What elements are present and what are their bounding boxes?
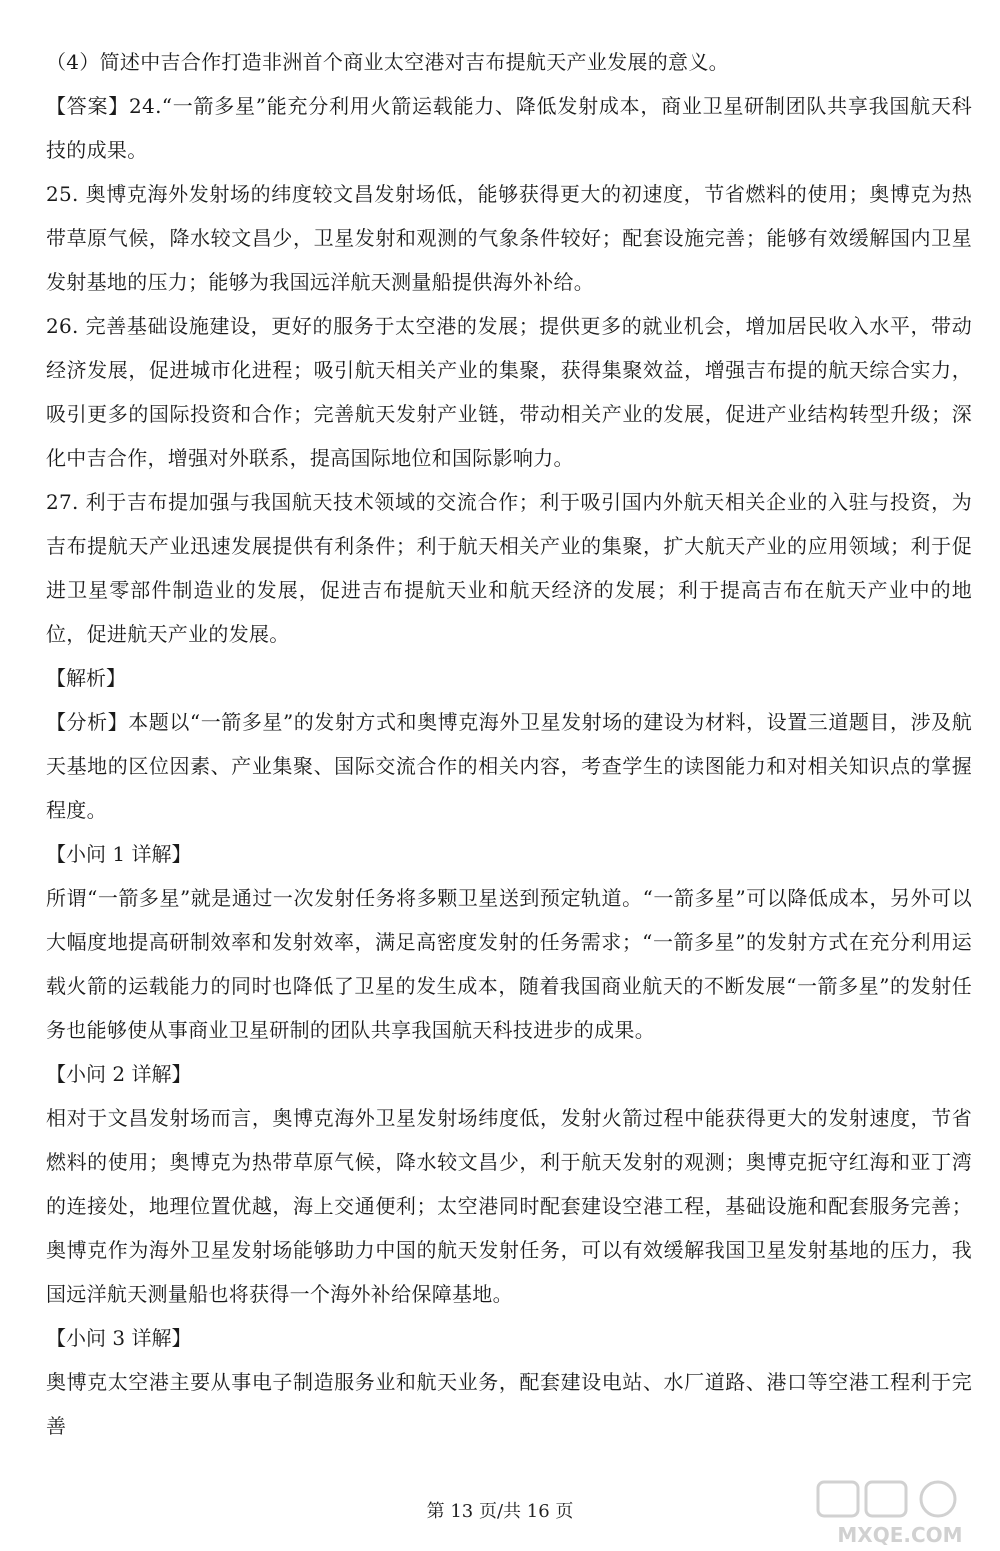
q1-text: 所谓“一箭多星”就是通过一次发射任务将多颗卫星送到预定轨道。“一箭多星”可以降低成本，另外可以大幅度地提高研制效率和发射效率，满足高密度发射的任务需求；“一箭多星”的发射方式在充分利用运载火箭的运载能力的同时也降低了卫星的发生成本，随着我国商业航天的不断发展“一箭多星”的发射任务也能够使从事商业卫星研制的团队共享我国航天科技进步的成果。	[46, 886, 972, 1042]
analysis-text: 【分析】本题以“一箭多星”的发射方式和奥博克海外卫星发射场的建设为材料，设置三道题目，涉及航天基地的区位因素、产业集聚、国际交流合作的相关内容，考查学生的读图能力和对相关知识点的掌握程度。	[46, 710, 972, 822]
answer-24: 【答案】24.“一箭多星”能充分利用火箭运载能力、降低发射成本，商业卫星研制团队共享我国航天科技的成果。	[46, 94, 972, 162]
answer-25: 25. 奥博克海外发射场的纬度较文昌发射场低，能够获得更大的初速度，节省燃料的使用；奥博克为热带草原气候，降水较文昌少，卫星发射和观测的气象条件较好；配套设施完善；能够有效缓解国内卫星发射基地的压力；能够为我国远洋航天测量船提供海外补给。	[46, 182, 972, 294]
document-body	[46, 40, 972, 1448]
page-footer: 第 13 页/共 16 页	[426, 1501, 574, 1522]
q3-text: 奥博克太空港主要从事电子制造服务业和航天业务，配套建设电站、水厂道路、港口等空港工程利于完善	[46, 1370, 972, 1438]
watermark-logo	[810, 1478, 990, 1550]
q2-heading: 【小问 2 详解】	[46, 1062, 192, 1086]
q3-heading: 【小问 3 详解】	[46, 1326, 192, 1350]
question-4: （4）简述中吉合作打造非洲首个商业太空港对吉布提航天产业发展的意义。	[46, 50, 729, 74]
q1-heading: 【小问 1 详解】	[46, 842, 192, 866]
answer-27: 27. 利于吉布提加强与我国航天技术领域的交流合作；利于吸引国内外航天相关企业的入驻与投资，为吉布提航天产业迅速发展提供有利条件；利于航天相关产业的集聚，扩大航天产业的应用领域；利于促进卫星零部件制造业的发展，促进吉布提航天业和航天经济的发展；利于提高吉布在航天产业中的地位，促进航天产业的发展。	[46, 490, 972, 646]
q2-text: 相对于文昌发射场而言，奥博克海外卫星发射场纬度低，发射火箭过程中能获得更大的发射速度，节省燃料的使用；奥博克为热带草原气候，降水较文昌少，利于航天发射的观测；奥博克扼守红海和亚丁湾的连接处，地理位置优越，海上交通便利；太空港同时配套建设空港工程，基础设施和配套服务完善；奥博克作为海外卫星发射场能够助力中国的航天发射任务，可以有效缓解我国卫星发射基地的压力，我国远洋航天测量船也将获得一个海外补给保障基地。	[46, 1106, 972, 1306]
watermark-text: MXQE.COM	[837, 1523, 963, 1547]
answer-26: 26. 完善基础设施建设，更好的服务于太空港的发展；提供更多的就业机会，增加居民收入水平，带动经济发展，促进城市化进程；吸引航天相关产业的集聚，获得集聚效益，增强吉布提的航天综合实力，吸引更多的国际投资和合作；完善航天发射产业链，带动相关产业的发展，促进产业结构转型升级；深化中吉合作，增强对外联系，提高国际地位和国际影响力。	[46, 314, 972, 470]
analysis-heading: 【解析】	[46, 666, 126, 690]
